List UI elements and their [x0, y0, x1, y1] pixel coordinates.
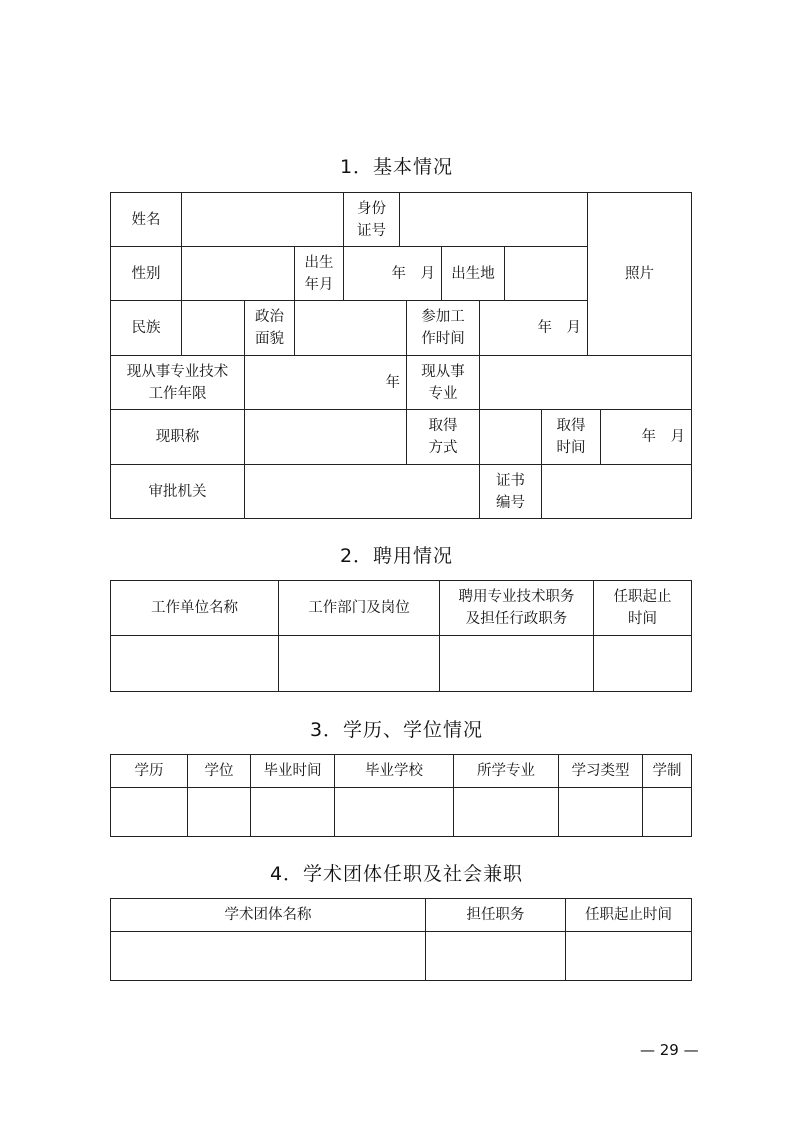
label-work-years: 现从事专业技术 工作年限 — [110, 355, 245, 410]
label-birth-date: 出生 年月 — [294, 246, 344, 301]
field-current-title[interactable] — [244, 409, 407, 465]
header-department: 工作部门及岗位 — [278, 580, 440, 636]
label-name: 姓名 — [110, 192, 182, 247]
header-position: 聘用专业技术职务 及担任行政职务 — [439, 580, 594, 636]
cell-school[interactable] — [334, 787, 454, 837]
label-gender: 性别 — [110, 246, 182, 301]
field-obtain-method[interactable] — [479, 409, 542, 465]
cell-degree[interactable] — [187, 787, 251, 837]
field-work-start[interactable]: 年 月 — [479, 300, 588, 356]
field-id-number[interactable] — [399, 192, 588, 247]
header-tenure: 任职起止 时间 — [593, 580, 692, 636]
cell-position[interactable] — [439, 635, 594, 692]
cell-study-type[interactable] — [558, 787, 643, 837]
header-role: 担任职务 — [425, 898, 566, 932]
section-title-employment: 2．聘用情况 — [339, 545, 454, 567]
field-birthplace[interactable] — [504, 246, 588, 301]
page-number: — 29 — — [640, 1041, 699, 1059]
cell-role[interactable] — [425, 931, 566, 981]
field-certificate-number[interactable] — [541, 464, 692, 519]
header-organization: 学术团体名称 — [110, 898, 426, 932]
label-certificate-number: 证书 编号 — [479, 464, 542, 519]
cell-tenure[interactable] — [593, 635, 692, 692]
field-name[interactable] — [181, 192, 344, 247]
label-obtain-method: 取得 方式 — [406, 409, 480, 465]
field-political-status[interactable] — [294, 300, 407, 356]
field-obtain-time[interactable]: 年 月 — [600, 409, 692, 465]
cell-graduation-time[interactable] — [250, 787, 335, 837]
cell-term[interactable] — [565, 931, 692, 981]
field-birth-date[interactable]: 年 月 — [343, 246, 442, 301]
label-specialty: 现从事 专业 — [406, 355, 480, 410]
label-political-status: 政治 面貌 — [244, 300, 295, 356]
cell-major[interactable] — [453, 787, 559, 837]
section-title-basic-info: 1．基本情况 — [339, 156, 454, 178]
section-title-education: 3．学历、学位情况 — [309, 719, 484, 741]
header-graduation-time: 毕业时间 — [250, 754, 335, 788]
label-id-number: 身份 证号 — [343, 192, 400, 247]
cell-organization[interactable] — [110, 931, 426, 981]
field-specialty[interactable] — [479, 355, 692, 410]
field-approval-authority[interactable] — [244, 464, 480, 519]
field-work-years[interactable]: 年 — [244, 355, 407, 410]
label-work-start: 参加工 作时间 — [406, 300, 480, 356]
photo-box[interactable]: 照片 — [587, 192, 692, 356]
label-approval-authority: 审批机关 — [110, 464, 245, 519]
header-school: 毕业学校 — [334, 754, 454, 788]
header-degree: 学位 — [187, 754, 251, 788]
section-title-academic-positions: 4．学术团体任职及社会兼职 — [269, 863, 524, 885]
header-employer: 工作单位名称 — [110, 580, 279, 636]
label-ethnicity: 民族 — [110, 300, 182, 356]
header-major: 所学专业 — [453, 754, 559, 788]
cell-department[interactable] — [278, 635, 440, 692]
header-education: 学历 — [110, 754, 188, 788]
field-ethnicity[interactable] — [181, 300, 245, 356]
label-obtain-time: 取得 时间 — [541, 409, 601, 465]
label-birthplace: 出生地 — [441, 246, 505, 301]
label-current-title: 现职称 — [110, 409, 245, 465]
header-term: 任职起止时间 — [565, 898, 692, 932]
header-study-type: 学习类型 — [558, 754, 643, 788]
cell-education[interactable] — [110, 787, 188, 837]
field-gender[interactable] — [181, 246, 295, 301]
header-duration: 学制 — [642, 754, 692, 788]
cell-employer[interactable] — [110, 635, 279, 692]
cell-duration[interactable] — [642, 787, 692, 837]
